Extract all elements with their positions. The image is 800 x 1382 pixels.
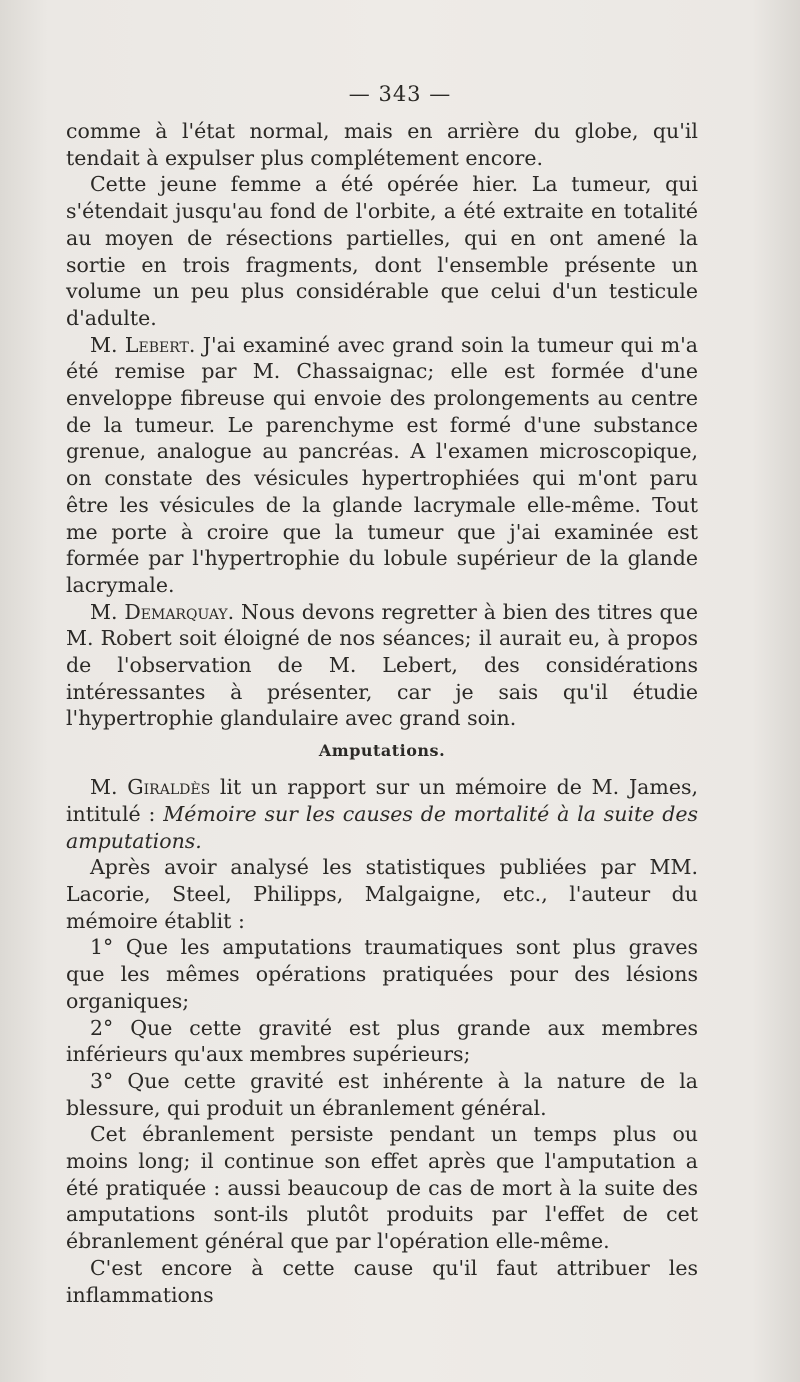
paragraph: Cet ébranlement persiste pendant un temps plus ou moins long; il continue son effet après que l'amputation a été pratiquée : aussi beaucoup de cas de mort à la suite des amputations sont-ils plutôt produits par l'effet de cet ébranlement général que par l'opération elle-même.: [66, 1122, 698, 1254]
speaker-name: M. Giraldès: [90, 775, 211, 800]
paragraph-text: Nous devons regretter à bien des titres que M. Robert soit éloigné de nos séances; il aurait eu, à propos de l'observation de M. Lebert, des considérations intéressantes à présenter, car je sais qu'il étudie l'hypertrophie glandulaire avec grand soin.: [66, 599, 698, 731]
body-text: [66, 118, 698, 1308]
memoir-title: Mémoire sur les causes de mortalité à la suite des amputations.: [66, 801, 698, 853]
paragraph: C'est encore à cette cause qu'il faut attribuer les inflammations: [66, 1255, 698, 1307]
paragraph-text: lit un rapport sur un mémoire de M. James, intitulé :: [66, 775, 698, 826]
paragraph-text: J'ai examiné avec grand soin la tumeur qui m'a été remise par M. Chassaignac; elle est formée d'une enveloppe fibreuse qui envoie des prolongements au centre de la tumeur. Le parenchyme est formé d'une substance grenue, analogue au pancréas. A l'examen microscopique, on constate des vésicules hypertrophiées qui m'ont paru être les vésicules de la glande lacrymale elle-même. Tout me porte à croire que la tumeur que j'ai examinée est formée par l'hypertrophie du lobule supérieur de la glande lacrymale.: [66, 332, 698, 597]
paragraph: 3° Que cette gravité est inhérente à la nature de la blessure, qui produit un ébranlement général.: [66, 1068, 698, 1120]
page-number: — 343 —: [348, 82, 452, 106]
paragraph: 1° Que les amputations traumatiques sont plus graves que les mêmes opérations pratiquées pour des lésions organiques;: [66, 935, 698, 1013]
paragraph: comme à l'état normal, mais en arrière du globe, qu'il tendait à expulser plus complétement encore.: [66, 119, 698, 170]
paragraph: Cette jeune femme a été opérée hier. La tumeur, qui s'étendait jusqu'au fond de l'orbite, a été extraite en totalité au moyen de résections partielles, qui en ont amené la sortie en trois fragments, dont l'ensemble présente un volume un peu plus considérable que celui d'un testicule d'adulte.: [66, 172, 698, 330]
paragraph: [66, 774, 698, 854]
speaker-name: M. Demarquay.: [90, 599, 235, 624]
paragraph: [66, 332, 698, 599]
paragraph: Après avoir analysé les statistiques publiées par MM. Lacorie, Steel, Philipps, Malgaigne, etc., l'auteur du mémoire établit :: [66, 855, 698, 933]
section-heading: Amputations.: [318, 741, 446, 761]
paragraph: 2° Que cette gravité est plus grande aux membres inférieurs qu'aux membres supérieurs;: [66, 1015, 698, 1067]
speaker-name: M. Lebert.: [90, 332, 196, 357]
paragraph: [66, 599, 698, 733]
